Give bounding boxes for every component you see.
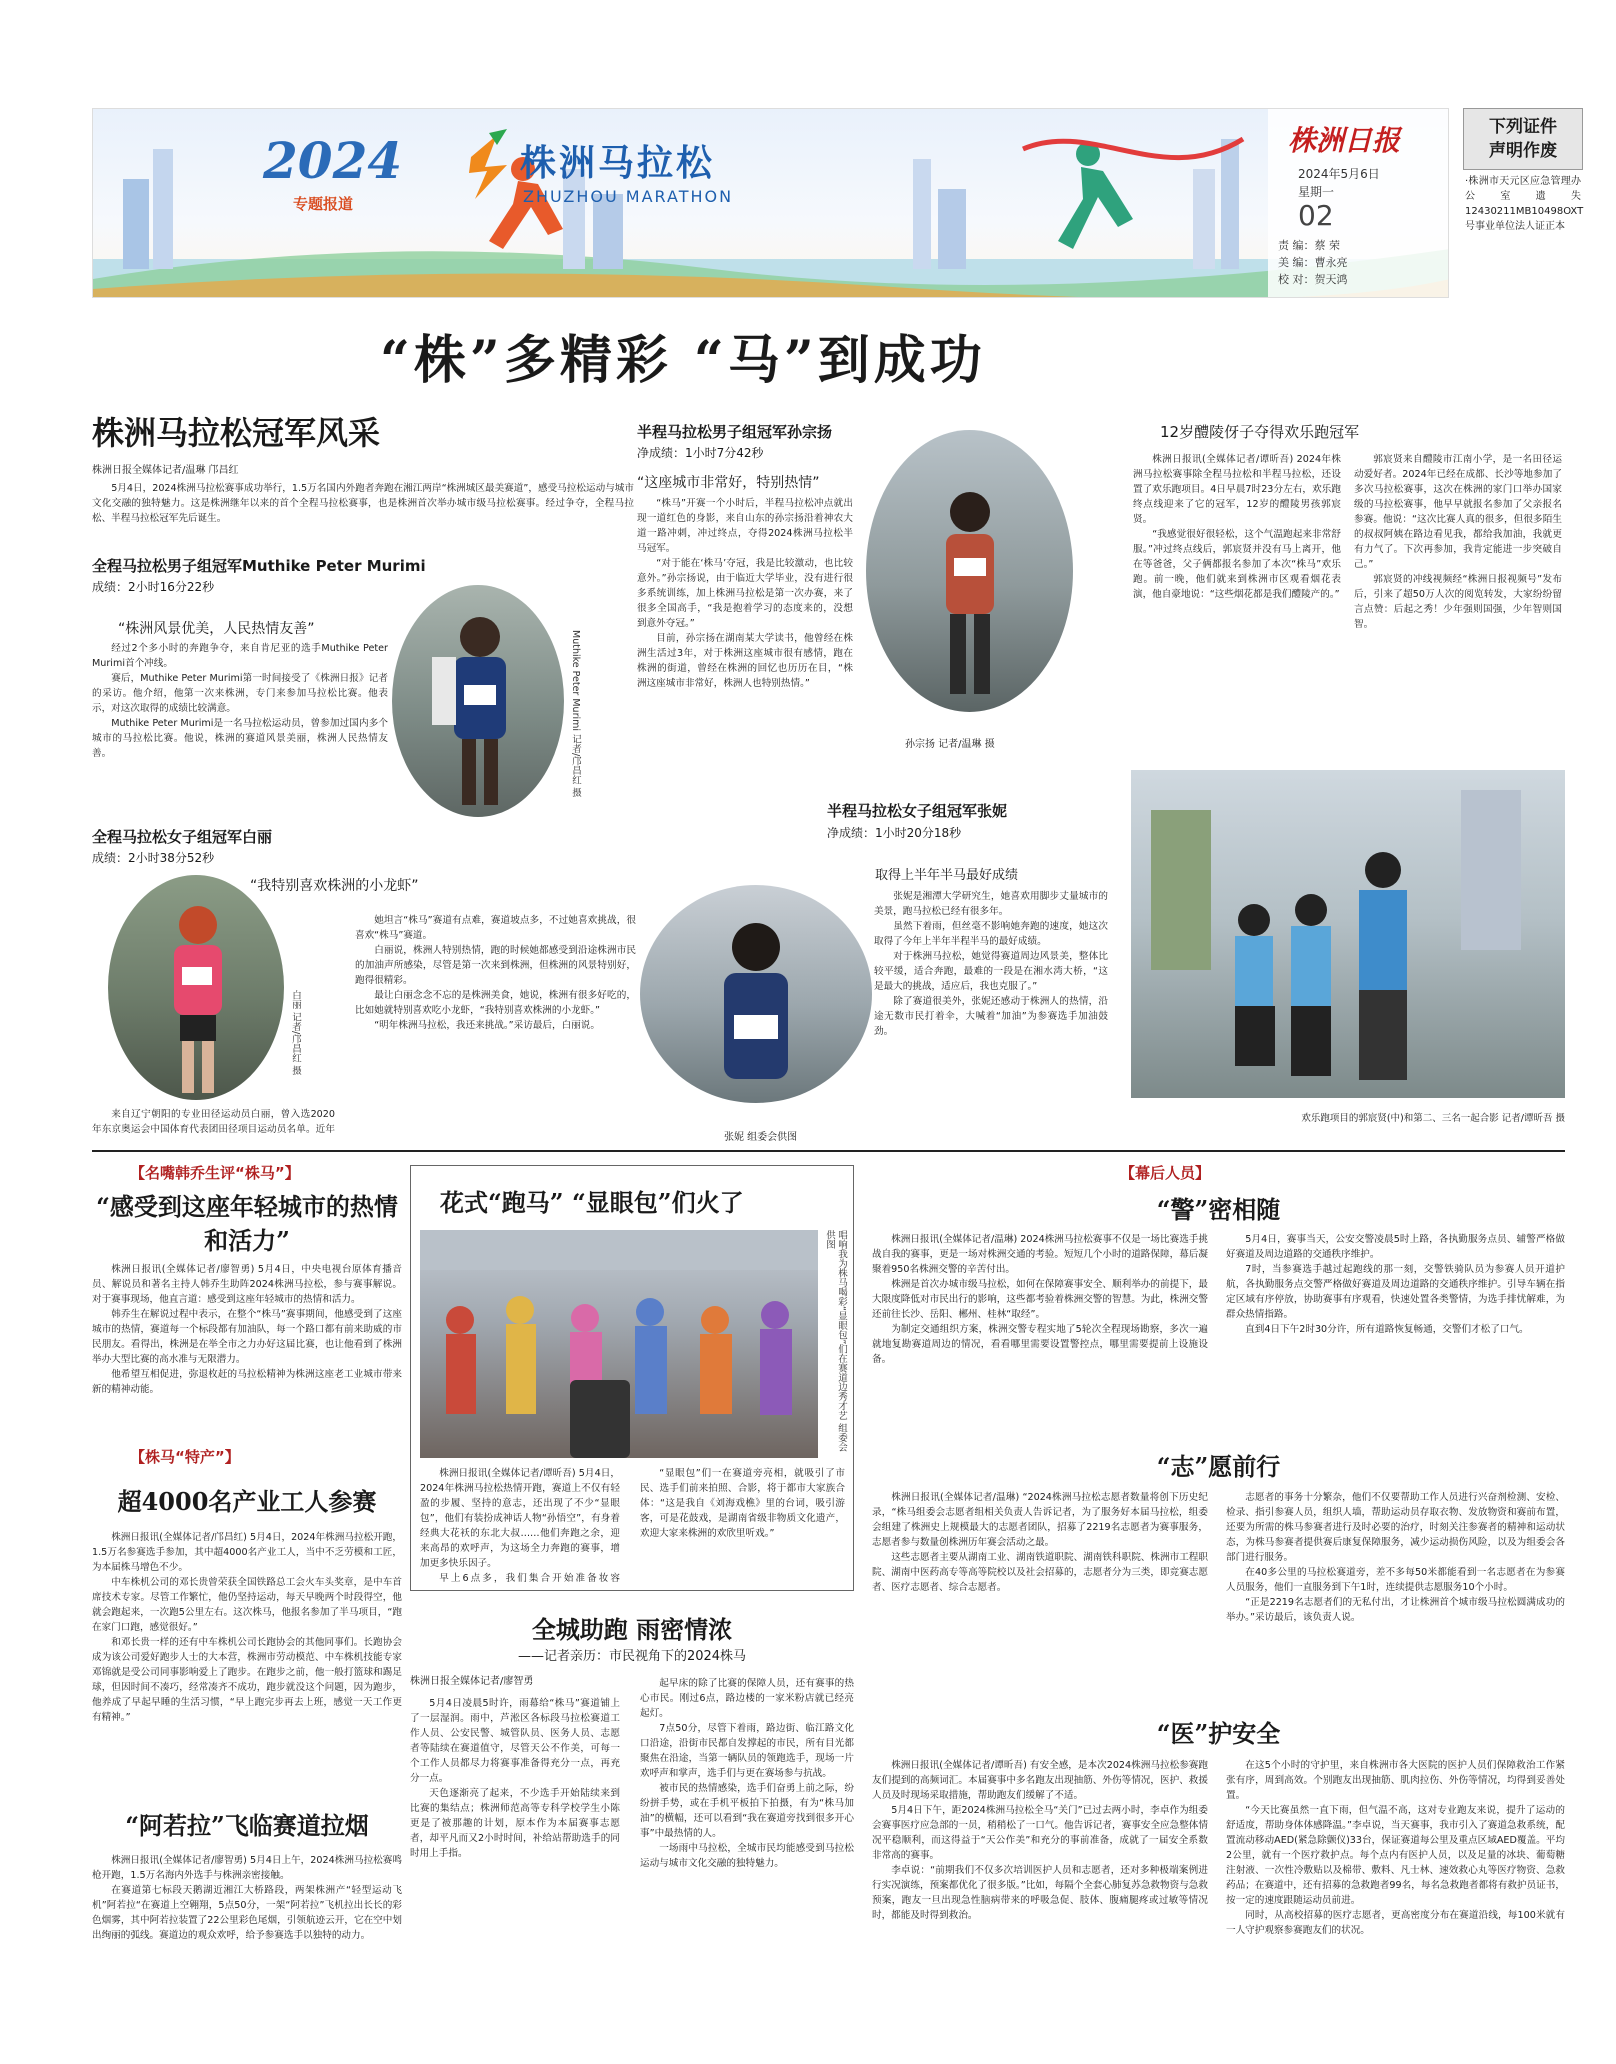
kid-p2: “我感觉很好很轻松，这个气温跑起来非常舒服。”冲过终点线后，郭宸贤并没有马上离开，他在等爸爸，父子俩都报名参加了本次“株马”欢乐跑。前一晚，他们就来到株洲市区观看烟花表演，他自豪地说：“这些烟花都是我们醴陵产的。” — [1133, 529, 1341, 600]
half-men-p1: “株马”开赛一个小时后，半程马拉松冲点就出现一道红色的身影，来自山东的孙宗扬沿着神农大道一路冲刺，冲过终点，夺得2024株洲马拉松半马冠军。 — [637, 498, 853, 554]
half-men-photo — [866, 430, 1073, 712]
police-tag: 【幕后人员】 — [1120, 1164, 1211, 1182]
newspaper-logo: 株洲日报 — [1288, 124, 1401, 157]
han-p3: 他希望互相促进，弥退枚赶的马拉松精神为株洲这座老工业城市带来新的精神动能。 — [92, 1369, 402, 1395]
half-men-body — [637, 496, 853, 771]
half-women-p2: 虽然下着雨，但丝毫不影响她奔跑的速度，她这次取得了今年上半年半程半马的最好成绩。 — [874, 921, 1108, 947]
men-champion-result: 成绩：2小时16分22秒 — [92, 580, 215, 594]
rain-byline: 株洲日报全媒体记者/廖智勇 — [410, 1676, 534, 1687]
fancy-photo-caption: 唱响我为株马喝彩“显眼包”们在赛道边秀才艺 组委会供图 — [824, 1230, 847, 1452]
champions-title: 株洲马拉松冠军风采 — [92, 414, 381, 452]
rain-body-col1 — [410, 1696, 620, 2051]
volunteer-p4: 在40多公里的马拉松赛道旁，差不多每50米都能看到一名志愿者在为参赛人员服务，他们一直服务到下午1时，连续提供志愿服务10个小时。 — [1226, 1567, 1565, 1593]
banner-info-panel — [1268, 109, 1449, 298]
fancy-title: 花式“跑马” “显眼包”们火了 — [440, 1188, 744, 1217]
fancy-p1: 株洲日报讯(全媒体记者/谭昕吾) 5月4日，2024年株洲马拉松热情开跑，赛道上不仅有轻盈的步履、坚持的意志，还出现了不少“显眼包”，他们有装扮成神话人物“孙悟空”，有身着经典大花袄的东北大叔……他们奔跑之余，迎来高昂的欢呼声，为这场全力奔跑的赛事，增加更多快乐因子。 — [420, 1468, 620, 1569]
women-champion-caption: 白丽 记者/邝昌红 摄 — [290, 990, 301, 1076]
half-men-caption: 孙宗扬 记者/温琳 摄 — [905, 739, 995, 750]
rain-p6: 一场雨中马拉松，全城市民均能感受到马拉松运动与城市文化交融的独特魅力。 — [640, 1843, 854, 1869]
rain-p3: 起早床的除了比赛的保障人员，还有赛事的热心市民。刚过6点，路边楼的一家米粉店就已经亮起灯。 — [640, 1678, 854, 1719]
police-title: “警”密相随 — [1156, 1195, 1281, 1224]
arola-body — [92, 1853, 402, 2048]
rain-p4: 7点50分，尽管下着雨，路边街、临江路文化口沿途，沿街市民都自发撑起的市民，所有目光都聚焦在沿途，当第一辆队员的领跑选手，现场一片欢呼声和掌声，选手们与更在赛场参与抗战。 — [640, 1723, 854, 1779]
han-p1: 株洲日报讯(全媒体记者/廖智勇) 5月4日，中央电视台原体育播音员、解说员和著名主持人韩乔生助阵2024株洲马拉松，参与赛事解说。对于赛事现场，他直言道：感受到这座年轻城市的热情和活力。 — [92, 1264, 402, 1305]
women-champion-photo — [108, 875, 284, 1100]
men-p3: Muthike Peter Murimi是一名马拉松运动员，曾参加过国内多个城市的马拉松比赛。他说，株洲的赛道风景美丽，株洲人民热情友善。 — [92, 718, 388, 759]
half-men-title: 半程马拉松男子组冠军孙宗扬 — [637, 423, 833, 441]
medical-p2: 5月4日下午，距2024株洲马拉松全马“关门”已过去两小时，李卓作为组委会赛事医疗应急部的一员，稍稍松了一口气。他告诉记者，赛事安全应急整体情况平稳顺利，而这得益于“天公作美”和充分的事前准备，成就了一届安全系数非常高的赛事。 — [872, 1805, 1208, 1861]
kid-photo — [1131, 770, 1565, 1098]
fancy-p3: “显眼包”们一在赛道旁亮相，就吸引了市民、选手们前来拍照、合影，将于都市大家族合体：“这是我自《刘海戏樵》里的台词，吸引游客，可是花鼓戏，是湖南省级非物质文化遗产，欢迎大家来株洲的欢欣里听戏。” — [640, 1468, 845, 1539]
banner-title: 株洲马拉松 — [520, 142, 716, 184]
rain-p5: 被市民的热情感染，选手们奋勇上前之际，纷纷拼手势，或在手机平板拍下拍摄，有为“株马加油”的横幅，还可以看到“我在赛道旁找到很多开心事”中最热情的人。 — [640, 1783, 854, 1839]
volunteer-body-col1 — [872, 1490, 1208, 1705]
banner-subtitle: ZHUZHOU MARATHON — [523, 187, 734, 206]
women-champion-result: 成绩：2小时38分52秒 — [92, 851, 215, 865]
police-p5: 7时，当参赛选手越过起跑线的那一刻，交警铁骑队员为参赛人员开道护航，各执勤服务点交警严格做好赛道及周边道路的交通秩序维护。引导车辆在指定区域有序停放，协助赛事有序观看，快速处置各类警情，为选手排忧解难，为群众热情指路。 — [1226, 1264, 1565, 1320]
half-women-result: 净成绩：1小时20分18秒 — [827, 826, 962, 840]
police-p2: 株洲是首次办城市级马拉松，如何在保障赛事安全、顺利举办的前提下，最大限度降低对市民出行的影响，这些都考验着株洲交警的智慧。为此，株洲交警还前往长沙、岳阳、郴州、桂林“取经”。 — [872, 1279, 1208, 1320]
medical-body-col2 — [1226, 1758, 1565, 2053]
banner-year: 2024 — [263, 131, 403, 190]
half-women-p4: 除了赛道很美外，张妮还感动于株洲人的热情，沿途无数市民打着伞，大喊着“加油”为参赛选手加油鼓劲。 — [874, 996, 1108, 1037]
half-women-p3: 对于株洲马拉松，她觉得赛道周边风景美，整体比较平缓，适合奔跑，最难的一段是在湘水湾大桥，“这是最大的挑战，适应后，我也克服了。” — [874, 951, 1108, 992]
arola-p2: 在赛道第七标段天鹅湖近湘江大桥路段，两架株洲产“轻型运动飞机”阿若拉“在赛道上空翱翔，5点50分，一架“阿若拉”飞机拉出长长的彩色烟雾，其中阿若拉装置了22公里彩色尾烟，引领航迹云开，它在空中划出绚丽的弧线。赛道边的观众欢呼，给予参赛选手以独特的动力。 — [92, 1885, 402, 1941]
half-men-p3: 目前，孙宗扬在湖南某大学读书，他曾经在株洲生活过3年，对于株洲这座城市很有感情，跑在株洲的街道，曾经在株洲的回忆也历历在目，“株洲这座城市非常好，株洲人也特别热情。” — [637, 633, 853, 689]
police-body-col2 — [1226, 1232, 1565, 1442]
half-women-caption: 张妮 组委会供图 — [724, 1132, 798, 1143]
kid-title: 12岁醴陵伢子夺得欢乐跑冠军 — [1160, 423, 1360, 441]
medical-p1: 株洲日报讯(全媒体记者/谭昕吾) 有安全感，是本次2024株洲马拉松参赛跑友们提到的高频词汇。本届赛事中多名跑友出现抽筋、外伤等情况，医护、救援人员及时现场采取措施，帮助跑友们缓解了不适。 — [872, 1760, 1208, 1801]
fancy-photo — [420, 1230, 818, 1458]
notice-title-2: 声明作废 — [1489, 141, 1557, 161]
rain-body-col2 — [640, 1676, 854, 2051]
rain-subtitle: ——记者亲历：市民视角下的2024株马 — [517, 1649, 747, 1664]
medical-p5: “今天比赛虽然一直下雨，但气温不高，这对专业跑友来说，提升了运动的舒适度，帮助身体体感降温。”李卓说，当天赛事，我市引入了赛道急救系统，配置流动移动AED(紧急除颤仪)33台，保证赛道每公里及重点区域AED覆盖。平均2公里，就有一个医疗救护点。每个点内有医护人员，以及足量的冰块、葡萄糖注射液、一次性冷敷贴以及棉带、敷料、凡士林、速效救心丸等医疗物资、急救药品；在赛道中，还有招募的急救跑者99名，每名急救跑者都将有救护员证书，按一定的速度跟随运动员前进。 — [1226, 1805, 1565, 1906]
women-p1a: 来自辽宁朝阳的专业田径运动员白丽，曾入选2020年东京奥运会中国体育代表团田径项目运动员名单。近年 — [92, 1109, 335, 1135]
police-body-col1 — [872, 1232, 1208, 1442]
arola-p1: 株洲日报讯(全媒体记者/廖智勇) 5月4日上午，2024株洲马拉松赛鸣枪开跑，1.5万名海内外选手与株洲亲密接触。 — [92, 1855, 402, 1881]
kid-p1: 株洲日报讯(全媒体记者/谭昕吾) 2024年株洲马拉松赛事除全程马拉松和半程马拉松，还设置了欢乐跑项目。4日早晨7时23分左右，欢乐跑终点线迎来了它的冠军，12岁的醴陵男孩郭宸贤。 — [1133, 454, 1341, 525]
men-champion-photo — [392, 585, 564, 817]
workers-p3: 和邓长贵一样的还有中车株机公司长跑协会的其他同事们。长跑协会成为该公司爱好跑步人士的大本营，株洲市劳动模范、中车株机技能专家邓锦就是受公司同事影响爱上了跑步。在跑步之前，他一般打篮球和踢足球，但因时间不凑巧，经常凑齐不成功，跑步就没这个问题，因为跑步，他养成了早起早睡的生活习惯，“早上跑完步再去上班，感觉一天工作更有精神。” — [92, 1637, 402, 1723]
champions-lead — [92, 481, 634, 527]
han-tag: 【名嘴韩乔生评“株马”】 — [130, 1164, 300, 1182]
rain-title: 全城助跑 雨密情浓 — [531, 1615, 733, 1644]
volunteer-body-col2 — [1226, 1490, 1565, 1705]
men-champion-caption: Muthike Peter Murimi 记者/邝昌红 摄 — [570, 630, 581, 798]
police-p6: 直到4日下午2时30分许，所有道路恢复畅通，交警们才松了口气。 — [1245, 1324, 1529, 1335]
half-men-quote: “这座城市非常好，特别热情” — [637, 475, 820, 491]
workers-tag: 【株马“特产”】 — [130, 1448, 240, 1466]
notice-title-1: 下列证件 — [1489, 117, 1557, 137]
designer-credit: 美 编：曹永亮 — [1278, 256, 1348, 269]
volunteer-p2: 这些志愿者主要从湖南工业、湖南铁道职院、湖南铁科职院、株洲市工程职院、湖南中医药高专等高等院校以及社会招募的，志愿者分为三类，即竞赛志愿者、医疗志愿者、综合志愿者。 — [872, 1552, 1208, 1593]
half-women-title: 半程马拉松女子组冠军张妮 — [827, 802, 1008, 820]
half-women-body — [874, 889, 1108, 1139]
women-p3: 白丽说，株洲人特别热情，跑的时候她都感受到沿途株洲市民的加油声所感染，尽管是第一次来到株洲，但株洲的风景特别好，跑得很精彩。 — [355, 945, 636, 986]
workers-p2: 中车株机公司的邓长贵曾荣获全国铁路总工会火车头奖章，是中车首席技术专家。尽管工作繁忙，他仍坚持运动，每天早晚两个时段得空，他就会跑起来，一次跑5公里左右。这次株马，他报名参加了半马项目，“跑在家门口跑，感觉很好。” — [92, 1577, 402, 1633]
issue-date: 2024年5月6日 — [1298, 167, 1380, 181]
women-p4: 最让白丽念念不忘的是株洲美食，她说，株洲有很多好吃的，比如她就特别喜欢吃小龙虾，“我特别喜欢株洲的小龙虾。” — [355, 990, 636, 1016]
rain-p1: 5月4日凌晨5时许，雨幕给“株马”赛道铺上了一层湿润。雨中，芦淞区各标段马拉松赛道工作人员、公安民警、城管队员、医务人员、志愿者等陆续在赛道值守，尽管天公不作美，可每一个工作人员都尽力将赛事准备得充分一点，再充分一点。 — [410, 1698, 620, 1784]
medical-p3: 李卓说：“前期我们不仅多次培训医护人员和志愿者，还对多种极端案例进行实况演练，预案都优化了很多版。”比如，每隔个全套心肺复苏急救物资与急救预案，跑友一旦出现急性脑病带来的呼吸急促、肢体、腹痛腿疼或过敏等情况时，都能及时得到救治。 — [872, 1865, 1208, 1921]
women-p5: “明年株洲马拉松，我还来挑战。”采访最后，白丽说。 — [374, 1020, 600, 1031]
medical-title: “医”护安全 — [1156, 1719, 1281, 1748]
issue-weekday: 星期一 — [1298, 185, 1335, 199]
champions-lead-text: 5月4日，2024株洲马拉松赛事成功举行，1.5万名国内外跑者奔跑在湘江两岸“株洲城区最美赛道”，感受马拉松运动与城市文化交融的独特魅力。这是株洲继年以来的首个全程马拉松赛事，也是株洲首次举办城市级马拉松赛事。经过争夺，全程马拉松、半程马拉松冠军先后诞生。 — [92, 483, 634, 524]
kid-p3: 郭宸贤来自醴陵市江南小学，是一名田径运动爱好者。2024年已经在成都、长沙等地参加了多次马拉松赛事，这次在株洲的家门口举办国家级的马拉松赛事，他早早就报名参加了父亲报名参赛。他说：“这次比赛人真的很多，但很多陌生的叔叔阿姨在路边看见我，都给我加油，我就更有力气了。下次再参加，我肯定能进一步突破自己。” — [1354, 454, 1562, 570]
arola-title: “阿若拉”飞临赛道拉烟 — [125, 1811, 369, 1840]
women-champion-body-right — [355, 913, 636, 1137]
section-divider — [92, 1150, 1565, 1152]
men-champion-quote: “株洲风景优美，人民热情友善” — [118, 621, 315, 637]
han-p2: 韩乔生在解说过程中表示，在整个“株马”赛事期间，他感受到了这座城市的热情，赛道每一个标段都有加油队，每一个路口都有前来助威的市民朋友。看得出，株洲是在举全市之力办好这届比赛，也让他看到了株洲举办大型比赛的高水准与无限潜力。 — [92, 1309, 402, 1365]
women-p2: 她坦言“株马”赛道有点难，赛道坡点多，不过她喜欢挑战，很喜欢“株马”赛道。 — [355, 915, 636, 941]
notice-header — [1463, 108, 1583, 170]
half-women-photo — [640, 885, 872, 1103]
police-p1: 株洲日报讯(全媒体记者/温琳) 2024株洲马拉松赛事不仅是一场比赛选手挑战自我的赛事，更是一场对株洲交通的考验。短短几个小时的道路保障，幕后凝聚着950名株洲交警的辛苦付出。 — [872, 1234, 1208, 1275]
police-p3: 为制定交通组织方案，株洲交警专程实地了5轮次全程现场勘察，多次一遍就地复勘赛道周边的情况，看看哪里需要设置警控点，哪里需要提前上设施设备。 — [872, 1324, 1208, 1365]
half-men-result: 净成绩：1小时7分42秒 — [637, 446, 764, 460]
proofreader-credit: 校 对：贺天鸿 — [1278, 273, 1348, 286]
header-banner — [92, 108, 1449, 298]
kid-caption: 欢乐跑项目的郭宸贤(中)和第二、三名一起合影 记者/谭昕吾 摄 — [1301, 1113, 1565, 1124]
half-women-p1: 张妮是湘潭大学研究生，她喜欢用脚步丈量城市的美景，跑马拉松已经有很多年。 — [874, 891, 1108, 917]
police-p4: 5月4日，赛事当天，公安交警凌晨5时上路，各执勤服务点员、辅警严格做好赛道及周边道路的交通秩序维护。 — [1226, 1234, 1565, 1260]
han-title: “感受到这座年轻城市的热情和活力” — [96, 1192, 398, 1255]
banner-special: 专题报道 — [293, 195, 354, 213]
women-champion-title: 全程马拉松女子组冠军白丽 — [92, 828, 273, 846]
women-champion-body-left — [92, 1107, 335, 1138]
workers-p1: 株洲日报讯(全媒体记者/邝昌红) 5月4日，2024年株洲马拉松开跑，1.5万名参赛选手参加，其中超4000名产业工人，当中不乏劳模和工匠，为本届株马增色不少。 — [92, 1532, 402, 1573]
han-body — [92, 1262, 402, 1517]
volunteer-p5: “正是2219名志愿者们的无私付出，才让株洲首个城市级马拉松圆满成功的举办。”采访最后，该负责人说。 — [1226, 1597, 1565, 1623]
notice-text: ·株洲市天元区应急管理办公室遗失12430211MB10498OXT号事业单位法人证正本 — [1465, 176, 1584, 232]
volunteer-title: “志”愿前行 — [1156, 1452, 1281, 1481]
men-champion-title: 全程马拉松男子组冠军Muthike Peter Murimi — [92, 557, 426, 575]
half-women-quote: 取得上半年半马最好成绩 — [875, 868, 1019, 883]
women-champion-quote: “我特别喜欢株洲的小龙虾” — [250, 878, 419, 894]
medical-body-col1 — [872, 1758, 1208, 2053]
men-p1: 经过2个多小时的奔跑争夺，来自肯尼亚的选手Muthike Peter Murimi首个冲线。 — [92, 643, 388, 669]
kid-p4: 郭宸贤的冲线视频经“株洲日报视频号”发布后，引来了超50万人次的阅览转发，大家纷纷留言点赞：后起之秀！少年强则国强，少年智则国智。 — [1354, 574, 1562, 630]
medical-p6: 同时，从高校招募的医疗志愿者，更高密度分布在赛道沿线，每100米就有一人守护观察参赛跑友们的状况。 — [1226, 1910, 1565, 1936]
fancy-body-col1 — [420, 1466, 620, 1586]
kid-body-col2 — [1354, 452, 1562, 764]
editor-credit: 责 编：蔡 荣 — [1278, 239, 1340, 252]
volunteer-p3: 志愿者的事务十分繁杂，他们不仅要帮助工作人员进行兴奋剂检测、安检、检录、指引参赛人员，组织人墙，帮助运动员存取衣物、发放物资和赛前布置，还要为所需的株马参赛者进行及时必要的治疗，时刻关注参赛者的精神和运动状态，为株马参赛者提供赛后康复保障服务，减少运动损伤风险，以及为组委会各部门进行服务。 — [1226, 1492, 1565, 1563]
workers-title: 超4000名产业工人参赛 — [117, 1487, 377, 1516]
half-men-p2: “对于能在‘株马’夺冠，我是比较激动，也比较意外。”孙宗扬说，由于临近大学毕业，没有进行很多系统训练，加上株洲马拉松是第一次办赛，来了很多全国高手，“我是抱着学习的态度来的，没想到意外夺冠。” — [637, 558, 853, 629]
notice-box — [1463, 108, 1583, 258]
champions-byline: 株洲日报全媒体记者/温琳 邝昌红 — [92, 465, 239, 476]
men-p2: 赛后，Muthike Peter Murimi第一时间接受了《株洲日报》记者的采访。他介绍，他第一次来株洲，专门来参加马拉松比赛。他表示，对这次取得的成绩比较满意。 — [92, 673, 388, 714]
zhuzhou-marathon-logo-icon — [467, 127, 511, 203]
kid-body-col1 — [1133, 452, 1341, 764]
page-number: 02 — [1298, 199, 1334, 232]
men-champion-body — [92, 641, 388, 826]
fancy-p2: 早上6点多，我们集合开始准备妆容 — [439, 1573, 620, 1584]
medical-p4: 在这5个小时的守护里，来自株洲市各大医院的医护人员们保障救治工作紧张有序，周到高效。个别跑友出现抽筋、肌肉拉伤、外伤等情况，均得到妥善处置。 — [1226, 1760, 1565, 1801]
rain-p2: 天色逐渐亮了起来，不少选手开始陆续来到比赛的集结点；株洲师范高等专科学校学生小陈更是了被那趣的计划，原本作为本届赛事志愿者，却平凡而又2小时时间，补给站帮助选手的同时用上手指。 — [410, 1788, 620, 1859]
volunteer-p1: 株洲日报讯(全媒体记者/温琳) “2024株洲马拉松志愿者数量将创下历史纪录，“株马组委会志愿者组相关负责人告诉记者，为了服务好本届马拉松，组委会组建了株洲史上规模最大的志愿者团队，招募了2219名志愿者为赛事服务，志愿者参与数量创株洲历年赛会活动之最。 — [872, 1492, 1208, 1548]
main-title: “株”多精彩 “马”到成功 — [380, 330, 986, 391]
runner-figure-right — [1058, 142, 1133, 249]
fancy-body-col2 — [640, 1466, 845, 1586]
